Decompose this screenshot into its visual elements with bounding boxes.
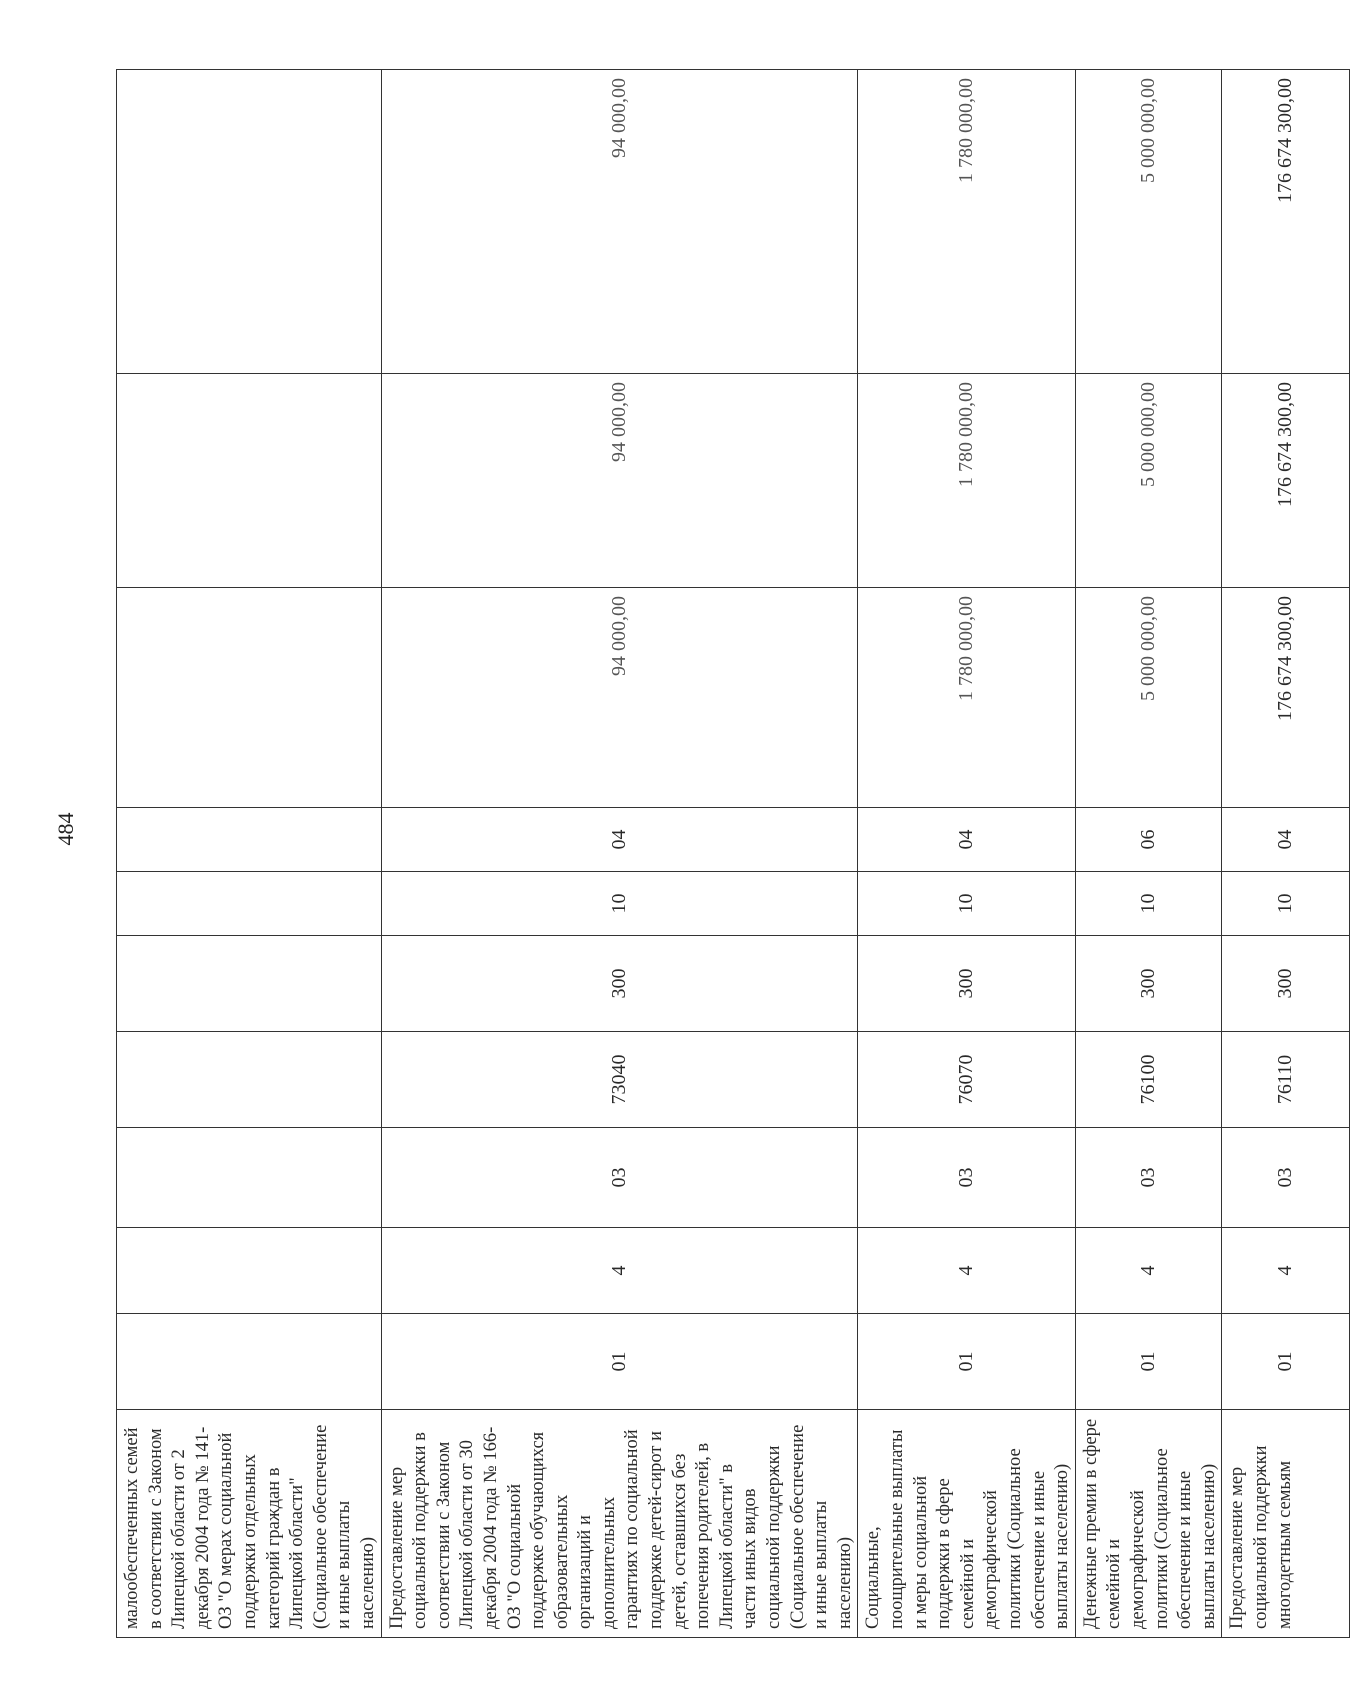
amount-cell: 1 780 000,00 (858, 588, 1075, 808)
code-cell: 06 (1075, 808, 1222, 872)
code-cell: 76070 (858, 1032, 1075, 1128)
code-cell: 01 (1222, 1314, 1350, 1410)
budget-table (116, 69, 1350, 1638)
rotated-table-container (116, 70, 1297, 1638)
row-description: Предоставление мер социальной поддержки в соответствии с Законом Липецкой области от 30 декабря 2004 года № 166-ОЗ "О социальной поддержке обучающихся образовательных организаций и дополнительных гарантиях по социальной поддержке детей-сирот и детей, оставшихся без попечения родителей, в Липецкой области" в части иных видов социальной поддержки (Социальное обеспечение и иные выплаты населению) (381, 1410, 858, 1638)
code-cell: 4 (1075, 1228, 1222, 1314)
row-description: Предоставление мер социальной поддержки многодетным семьям (1222, 1410, 1350, 1638)
code-cell: 04 (1222, 808, 1350, 872)
amount-cell: 5 000 000,00 (1075, 374, 1222, 588)
code-cell: 03 (858, 1128, 1075, 1228)
code-cell: 03 (381, 1128, 858, 1228)
page-number: 484 (53, 812, 78, 846)
amount-cell: 94 000,00 (381, 374, 858, 588)
code-cell: 01 (858, 1314, 1075, 1410)
code-cell: 4 (1222, 1228, 1350, 1314)
code-cell (117, 1314, 382, 1410)
code-cell: 76110 (1222, 1032, 1350, 1128)
amount-cell: 5 000 000,00 (1075, 588, 1222, 808)
code-cell: 4 (381, 1228, 858, 1314)
table-row (117, 70, 382, 1638)
code-cell (117, 1128, 382, 1228)
code-cell: 76100 (1075, 1032, 1222, 1128)
code-cell (117, 1032, 382, 1128)
table-row (381, 70, 858, 1638)
table-row (1222, 70, 1350, 1638)
amount-cell (117, 374, 382, 588)
code-cell: 4 (858, 1228, 1075, 1314)
amount-cell: 94 000,00 (381, 70, 858, 374)
table-row (1075, 70, 1222, 1638)
code-cell: 10 (858, 872, 1075, 936)
code-cell: 10 (381, 872, 858, 936)
amount-cell: 176 674 300,00 (1222, 588, 1350, 808)
code-cell: 10 (1222, 872, 1350, 936)
amount-cell: 176 674 300,00 (1222, 70, 1350, 374)
amount-cell: 5 000 000,00 (1075, 70, 1222, 374)
code-cell: 04 (381, 808, 858, 872)
code-cell: 300 (1075, 936, 1222, 1032)
code-cell: 10 (1075, 872, 1222, 936)
code-cell: 73040 (381, 1032, 858, 1128)
code-cell: 01 (381, 1314, 858, 1410)
table-row (858, 70, 1075, 1638)
code-cell: 300 (1222, 936, 1350, 1032)
code-cell: 300 (381, 936, 858, 1032)
code-cell (117, 872, 382, 936)
code-cell: 03 (1075, 1128, 1222, 1228)
row-description: Денежные премии в сфере семейной и демографической политики (Социальное обеспечение и иные выплаты населению) (1075, 1410, 1222, 1638)
code-cell: 300 (858, 936, 1075, 1032)
amount-cell: 1 780 000,00 (858, 374, 1075, 588)
code-cell (117, 936, 382, 1032)
amount-cell: 176 674 300,00 (1222, 374, 1350, 588)
amount-cell: 1 780 000,00 (858, 70, 1075, 374)
amount-cell: 94 000,00 (381, 588, 858, 808)
code-cell (117, 1228, 382, 1314)
row-description: Социальные, поощрительные выплаты и меры социальной поддержки в сфере семейной и демографической политики (Социальное обеспечение и иные выплаты населению) (858, 1410, 1075, 1638)
amount-cell (117, 70, 382, 374)
row-description: малообеспеченных семей в соответствии с Законом Липецкой области от 2 декабря 2004 года № 141-ОЗ "О мерах социальной поддержки отдельных категорий граждан в Липецкой области" (Социальное обеспечение и иные выплаты населению) (117, 1410, 382, 1638)
amount-cell (117, 588, 382, 808)
code-cell (117, 808, 382, 872)
code-cell: 03 (1222, 1128, 1350, 1228)
code-cell: 01 (1075, 1314, 1222, 1410)
code-cell: 04 (858, 808, 1075, 872)
